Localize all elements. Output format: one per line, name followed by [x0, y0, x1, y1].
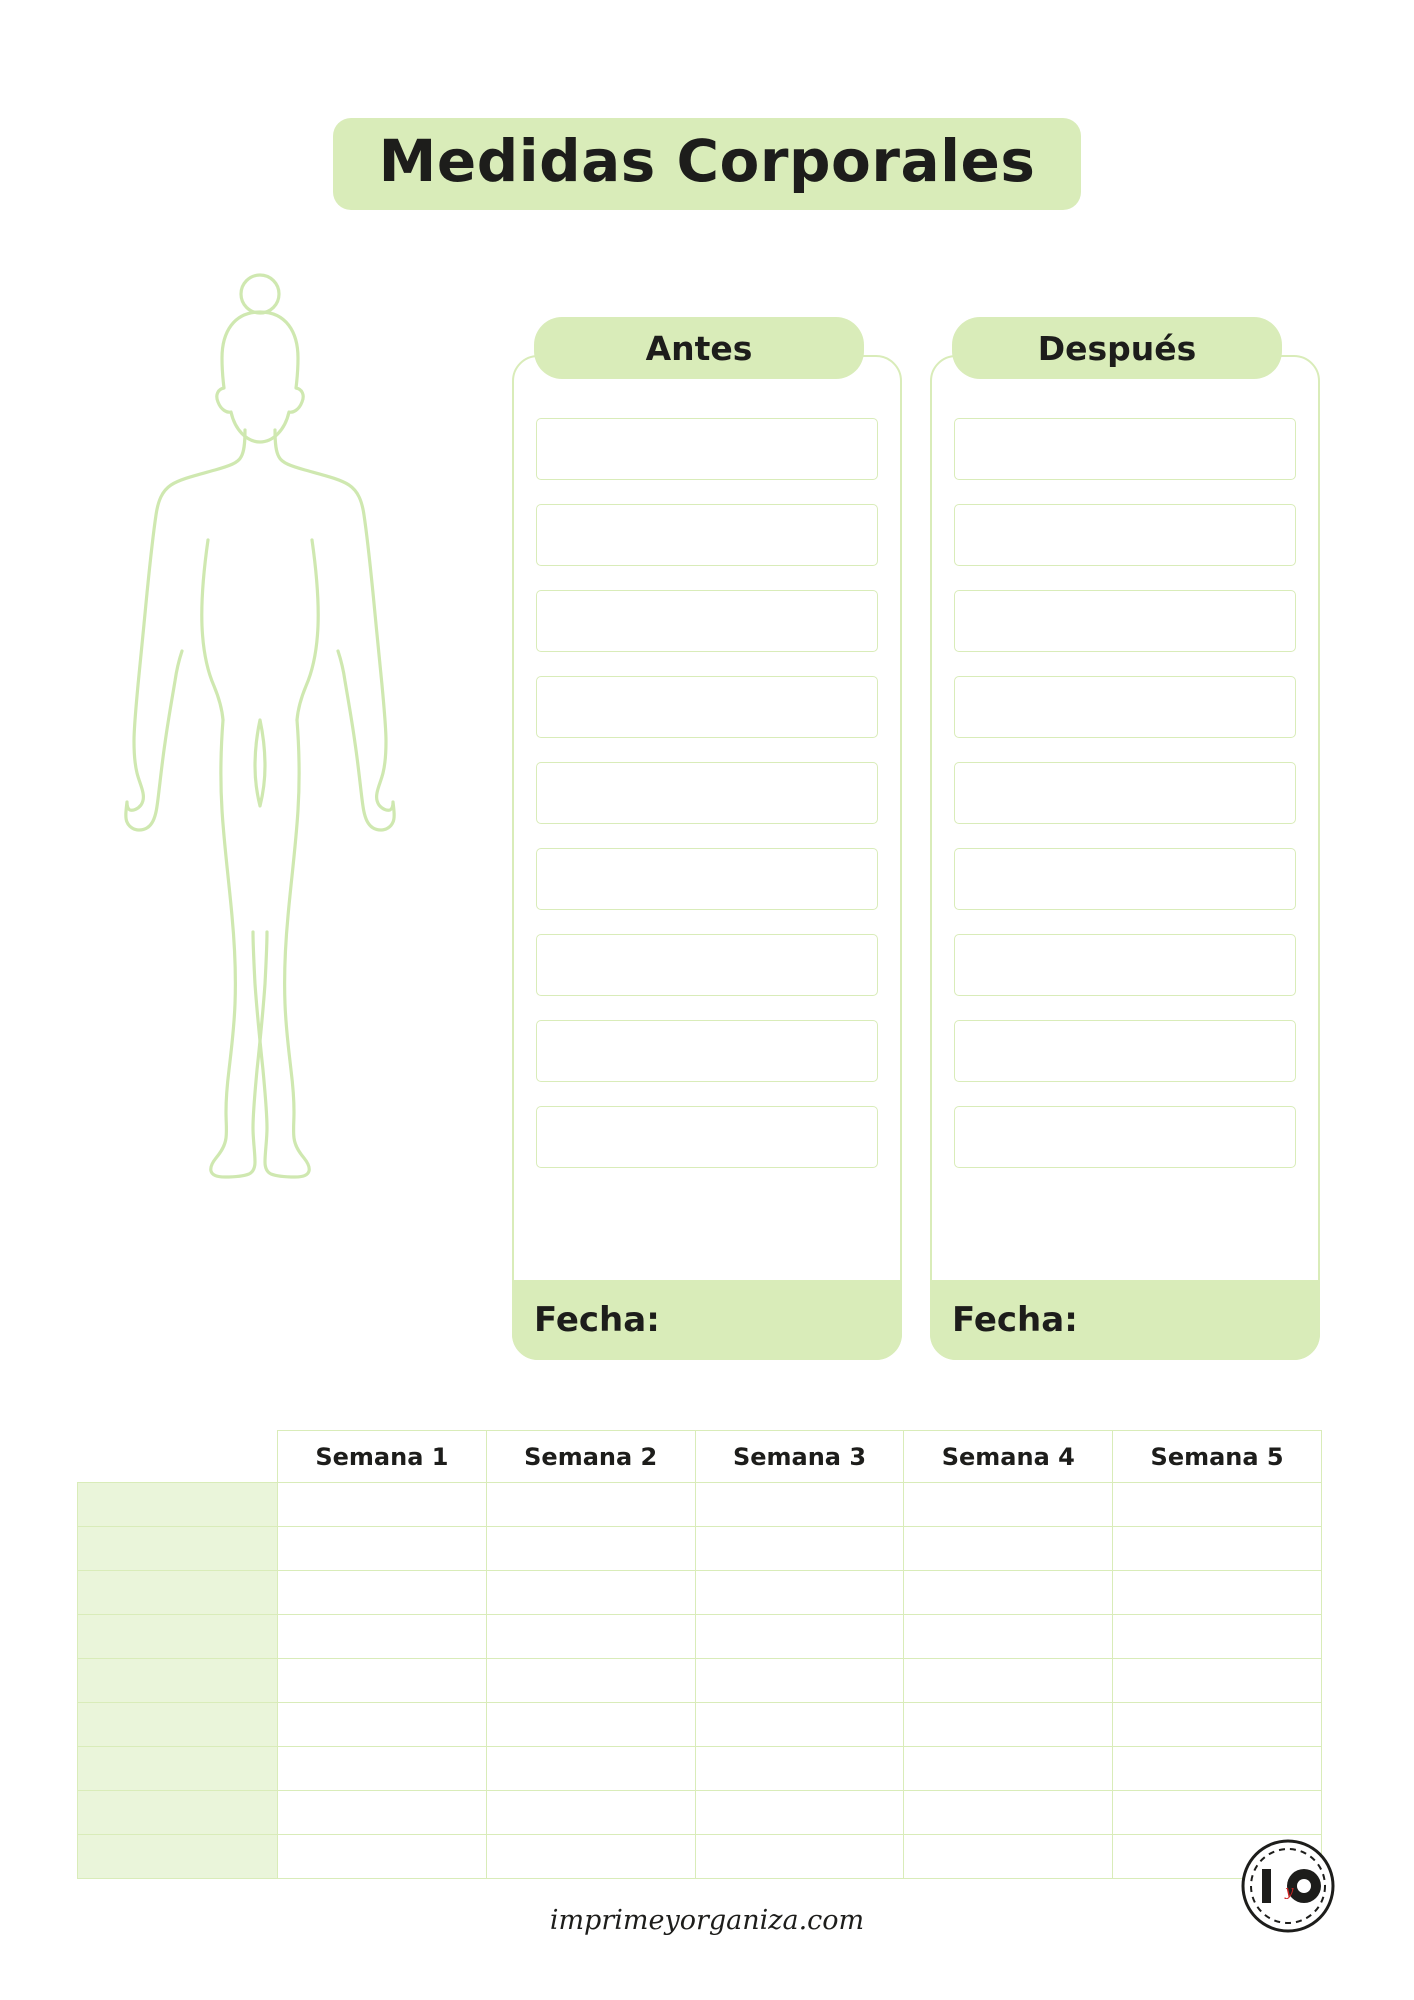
cell-r3c4[interactable]: [904, 1571, 1113, 1615]
cell-r5c2[interactable]: [486, 1659, 695, 1703]
row-label-2[interactable]: [78, 1527, 278, 1571]
table-row: [78, 1703, 1322, 1747]
cell-r8c1[interactable]: [278, 1791, 487, 1835]
cell-r2c5[interactable]: [1113, 1527, 1322, 1571]
cell-r8c3[interactable]: [695, 1791, 904, 1835]
table-corner-cell: [78, 1431, 278, 1483]
table-row: [78, 1571, 1322, 1615]
cell-r6c2[interactable]: [486, 1703, 695, 1747]
table-row: [78, 1747, 1322, 1791]
cell-r1c3[interactable]: [695, 1483, 904, 1527]
cell-r2c1[interactable]: [278, 1527, 487, 1571]
cell-r5c4[interactable]: [904, 1659, 1113, 1703]
cell-r3c1[interactable]: [278, 1571, 487, 1615]
cell-r9c1[interactable]: [278, 1835, 487, 1879]
despues-field-2[interactable]: [954, 504, 1296, 566]
despues-field-8[interactable]: [954, 1020, 1296, 1082]
brand-logo: [1240, 1838, 1336, 1934]
cell-r2c2[interactable]: [486, 1527, 695, 1571]
despues-field-3[interactable]: [954, 590, 1296, 652]
table-row: [78, 1615, 1322, 1659]
antes-date-bar[interactable]: [512, 1280, 902, 1360]
cell-r1c2[interactable]: [486, 1483, 695, 1527]
column-despues-header: Después: [952, 317, 1282, 379]
antes-field-6[interactable]: [536, 848, 878, 910]
table-header-semana-1: Semana 1: [278, 1431, 487, 1483]
despues-field-6[interactable]: [954, 848, 1296, 910]
body-figure: [95, 270, 425, 1380]
despues-field-5[interactable]: [954, 762, 1296, 824]
cell-r4c5[interactable]: [1113, 1615, 1322, 1659]
cell-r4c3[interactable]: [695, 1615, 904, 1659]
cell-r1c4[interactable]: [904, 1483, 1113, 1527]
table-header-semana-4: Semana 4: [904, 1431, 1113, 1483]
cell-r9c2[interactable]: [486, 1835, 695, 1879]
cell-r3c3[interactable]: [695, 1571, 904, 1615]
row-label-5[interactable]: [78, 1659, 278, 1703]
despues-date-label: Fecha:: [952, 1300, 1078, 1340]
despues-field-9[interactable]: [954, 1106, 1296, 1168]
column-despues-fields: [954, 418, 1296, 1192]
antes-field-4[interactable]: [536, 676, 878, 738]
cell-r3c2[interactable]: [486, 1571, 695, 1615]
row-label-7[interactable]: [78, 1747, 278, 1791]
cell-r6c5[interactable]: [1113, 1703, 1322, 1747]
cell-r9c3[interactable]: [695, 1835, 904, 1879]
cell-r9c4[interactable]: [904, 1835, 1113, 1879]
table-row: [78, 1483, 1322, 1527]
antes-field-7[interactable]: [536, 934, 878, 996]
table-header-semana-5: Semana 5: [1113, 1431, 1322, 1483]
cell-r3c5[interactable]: [1113, 1571, 1322, 1615]
column-antes-header: Antes: [534, 317, 864, 379]
page-title-container: [0, 118, 1414, 210]
row-label-9[interactable]: [78, 1835, 278, 1879]
cell-r8c2[interactable]: [486, 1791, 695, 1835]
cell-r7c4[interactable]: [904, 1747, 1113, 1791]
despues-field-7[interactable]: [954, 934, 1296, 996]
despues-field-1[interactable]: [954, 418, 1296, 480]
cell-r8c5[interactable]: [1113, 1791, 1322, 1835]
cell-r1c5[interactable]: [1113, 1483, 1322, 1527]
cell-r1c1[interactable]: [278, 1483, 487, 1527]
despues-field-4[interactable]: [954, 676, 1296, 738]
table-row: [78, 1527, 1322, 1571]
antes-field-9[interactable]: [536, 1106, 878, 1168]
antes-date-label: Fecha:: [534, 1300, 660, 1340]
cell-r2c3[interactable]: [695, 1527, 904, 1571]
table-header-semana-2: Semana 2: [486, 1431, 695, 1483]
cell-r2c4[interactable]: [904, 1527, 1113, 1571]
antes-field-3[interactable]: [536, 590, 878, 652]
column-antes: [512, 328, 902, 1360]
cell-r8c4[interactable]: [904, 1791, 1113, 1835]
row-label-3[interactable]: [78, 1571, 278, 1615]
table-header-semana-3: Semana 3: [695, 1431, 904, 1483]
cell-r7c2[interactable]: [486, 1747, 695, 1791]
row-label-4[interactable]: [78, 1615, 278, 1659]
logo-icon: [1240, 1838, 1336, 1934]
antes-field-5[interactable]: [536, 762, 878, 824]
table-row: [78, 1659, 1322, 1703]
cell-r6c4[interactable]: [904, 1703, 1113, 1747]
antes-field-1[interactable]: [536, 418, 878, 480]
cell-r5c1[interactable]: [278, 1659, 487, 1703]
column-despues: [930, 328, 1320, 1360]
table-header-row: [78, 1431, 1322, 1483]
column-antes-fields: [536, 418, 878, 1192]
despues-date-bar[interactable]: [930, 1280, 1320, 1360]
cell-r7c3[interactable]: [695, 1747, 904, 1791]
page-title: Medidas Corporales: [333, 118, 1082, 210]
table-row: [78, 1791, 1322, 1835]
cell-r5c5[interactable]: [1113, 1659, 1322, 1703]
cell-r7c1[interactable]: [278, 1747, 487, 1791]
table-row: [78, 1835, 1322, 1879]
cell-r4c2[interactable]: [486, 1615, 695, 1659]
cell-r6c1[interactable]: [278, 1703, 487, 1747]
cell-r7c5[interactable]: [1113, 1747, 1322, 1791]
cell-r4c4[interactable]: [904, 1615, 1113, 1659]
female-body-outline-icon: [95, 270, 425, 1380]
svg-text:y: y: [1285, 1882, 1294, 1900]
antes-field-2[interactable]: [536, 504, 878, 566]
row-label-1[interactable]: [78, 1483, 278, 1527]
row-label-6[interactable]: [78, 1703, 278, 1747]
row-label-8[interactable]: [78, 1791, 278, 1835]
weekly-measurements-table: [77, 1430, 1322, 1879]
antes-field-8[interactable]: [536, 1020, 878, 1082]
cell-r5c3[interactable]: [695, 1659, 904, 1703]
cell-r4c1[interactable]: [278, 1615, 487, 1659]
cell-r6c3[interactable]: [695, 1703, 904, 1747]
footer-website: imprimeyorganiza.com: [549, 1905, 865, 1936]
